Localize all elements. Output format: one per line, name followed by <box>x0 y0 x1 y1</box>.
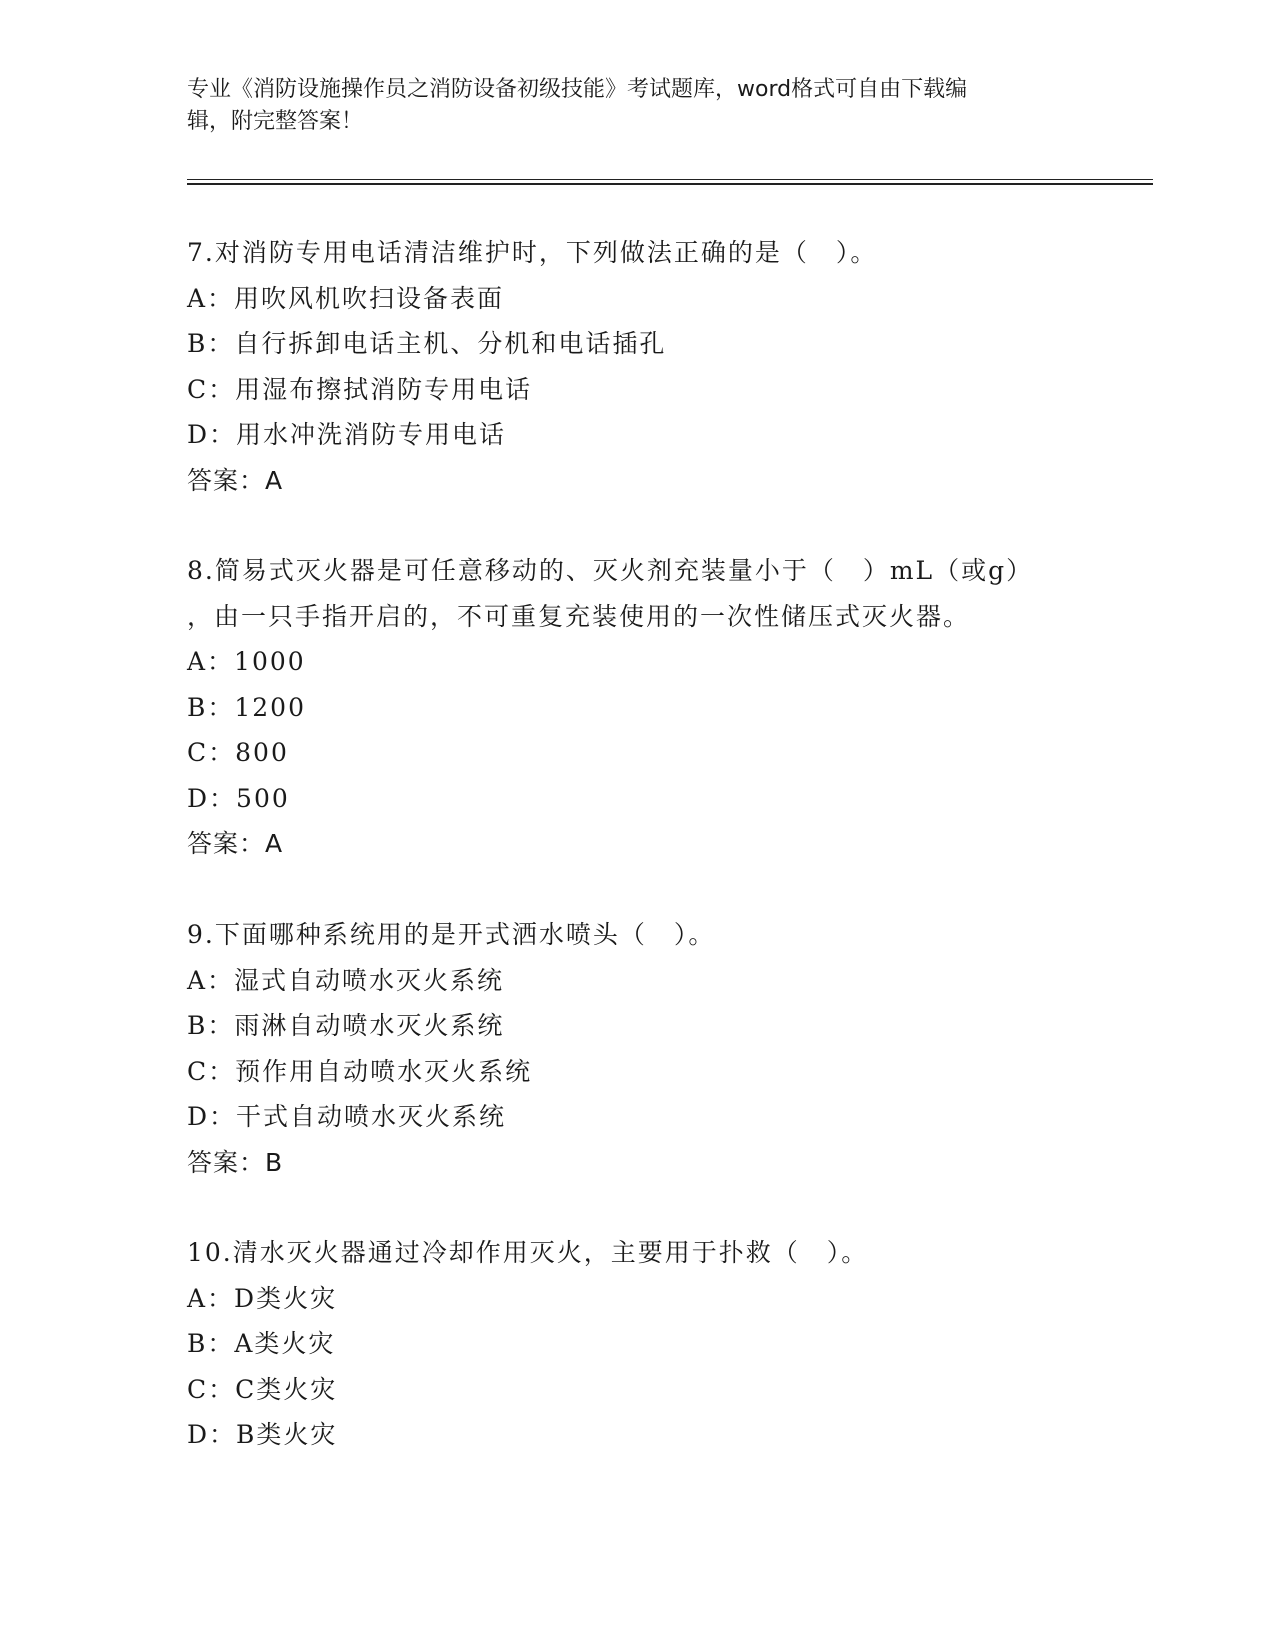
option-c: C：800 <box>187 738 289 767</box>
document-header <box>187 74 1087 138</box>
answer: 答案：B <box>187 1147 284 1177</box>
option-b: B：A类火灾 <box>187 1329 336 1358</box>
option-d: D：干式自动喷水灭火系统 <box>187 1102 507 1131</box>
option-b: B：1200 <box>187 692 306 722</box>
option-b: B：自行拆卸电话主机、分机和电话插孔 <box>187 329 667 358</box>
option-b: B：雨淋自动喷水灭火系统 <box>187 1011 505 1040</box>
option-c: C：C类火灾 <box>187 1374 338 1404</box>
question-stem-line-1: 8.简易式灭火器是可任意移动的、灭火剂充装量小于（ ）mL（或g） <box>187 556 1034 585</box>
question-stem: 10.清水灭火器通过冷却作用灭火，主要用于扑救（ ）。 <box>187 1238 869 1267</box>
answer: 答案：A <box>187 465 284 495</box>
question-7 <box>187 230 1087 503</box>
answer: 答案：A <box>187 829 284 858</box>
option-c: C：用湿布擦拭消防专用电话 <box>187 374 533 404</box>
header-divider-thick <box>187 183 1153 185</box>
option-d: D：用水冲洗消防专用电话 <box>187 420 507 449</box>
question-stem: 7.对消防专用电话清洁维护时，下列做法正确的是（ ）。 <box>187 238 878 267</box>
header-line-2: 辑，附完整答案！ <box>187 109 364 134</box>
question-10 <box>187 1230 1087 1458</box>
question-9 <box>187 912 1087 1185</box>
option-d: D：500 <box>187 783 290 813</box>
header-line-1: 专业《消防设施操作员之消防设备初级技能》考试题库，word格式可自由下载编 <box>187 77 968 102</box>
option-a: A：D类火灾 <box>187 1283 338 1313</box>
option-a: A：用吹风机吹扫设备表面 <box>187 283 505 313</box>
header-divider-thin <box>187 179 1153 180</box>
option-c: C：预作用自动喷水灭火系统 <box>187 1056 533 1086</box>
option-a: A：湿式自动喷水灭火系统 <box>187 965 505 995</box>
question-stem: 9.下面哪种系统用的是开式洒水喷头（ ）。 <box>187 920 716 949</box>
question-8 <box>187 548 1087 867</box>
option-a: A：1000 <box>187 647 306 676</box>
question-stem-line-2: ，由一只手指开启的，不可重复充装使用的一次性储压式灭火器。 <box>187 601 971 631</box>
option-d: D：B类火灾 <box>187 1420 338 1449</box>
